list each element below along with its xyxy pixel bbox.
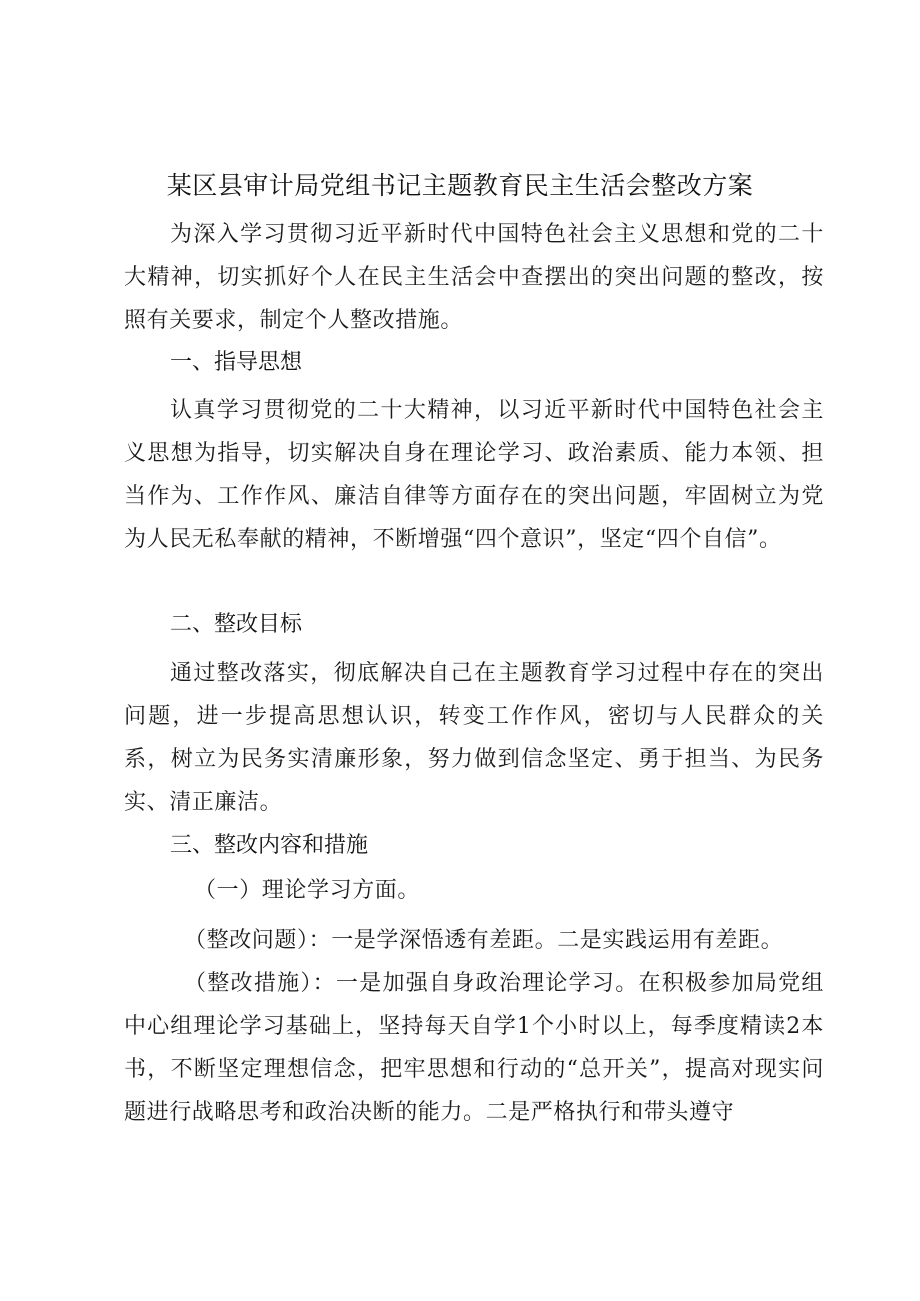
intro-paragraph: 为深入学习贯彻习近平新时代中国特色社会主义思想和党的二十大精神，切实抓好个人在民主生活会中查摆出的突出问题的整改，按照有关要求，制定个人整改措施。 (124, 222, 824, 333)
section-heading-guiding-thought: 一、指导思想 (170, 350, 303, 375)
document-title: 某区县审计局党组书记主题教育民主生活会整改方案 (166, 171, 754, 200)
section-heading-rectification-measures: 三、整改内容和措施 (170, 833, 369, 858)
section-body-guiding-thought: 认真学习贯彻党的二十大精神，以习近平新时代中国特色社会主义思想为指导，切实解决自身在理论学习、政治素质、能力本领、担当作为、工作作风、廉洁自律等方面存在的突出问题，牢固树立为党为人民无私奉献的精神，不断增强“四个意识”，坚定“四个自信”。 (124, 398, 824, 552)
subsection-theory-study: （一）理论学习方面。 (194, 878, 421, 903)
section-heading-rectification-goal: 二、整改目标 (170, 612, 303, 637)
rectification-measures: （整改措施）：一是加强自身政治理论学习。在积极参加局党组中心组理论学习基础上，坚持每天自学1个小时以上，每季度精读2本书，不断坚定理想信念，把牢思想和行动的“总开关”，提高对现实问题进行战略思考和政治决断的能力。二是严格执行和带头遵守 (124, 971, 824, 1125)
rectification-problems: （整改问题）：一是学深悟透有差距。二是实践运用有差距。 (184, 928, 784, 953)
section-body-rectification-goal: 通过整改落实，彻底解决自己在主题教育学习过程中存在的突出问题，进一步提高思想认识，转变工作作风，密切与人民群众的关系，树立为民务实清廉形象，努力做到信念坚定、勇于担当、为民务实、清正廉洁。 (124, 661, 824, 815)
